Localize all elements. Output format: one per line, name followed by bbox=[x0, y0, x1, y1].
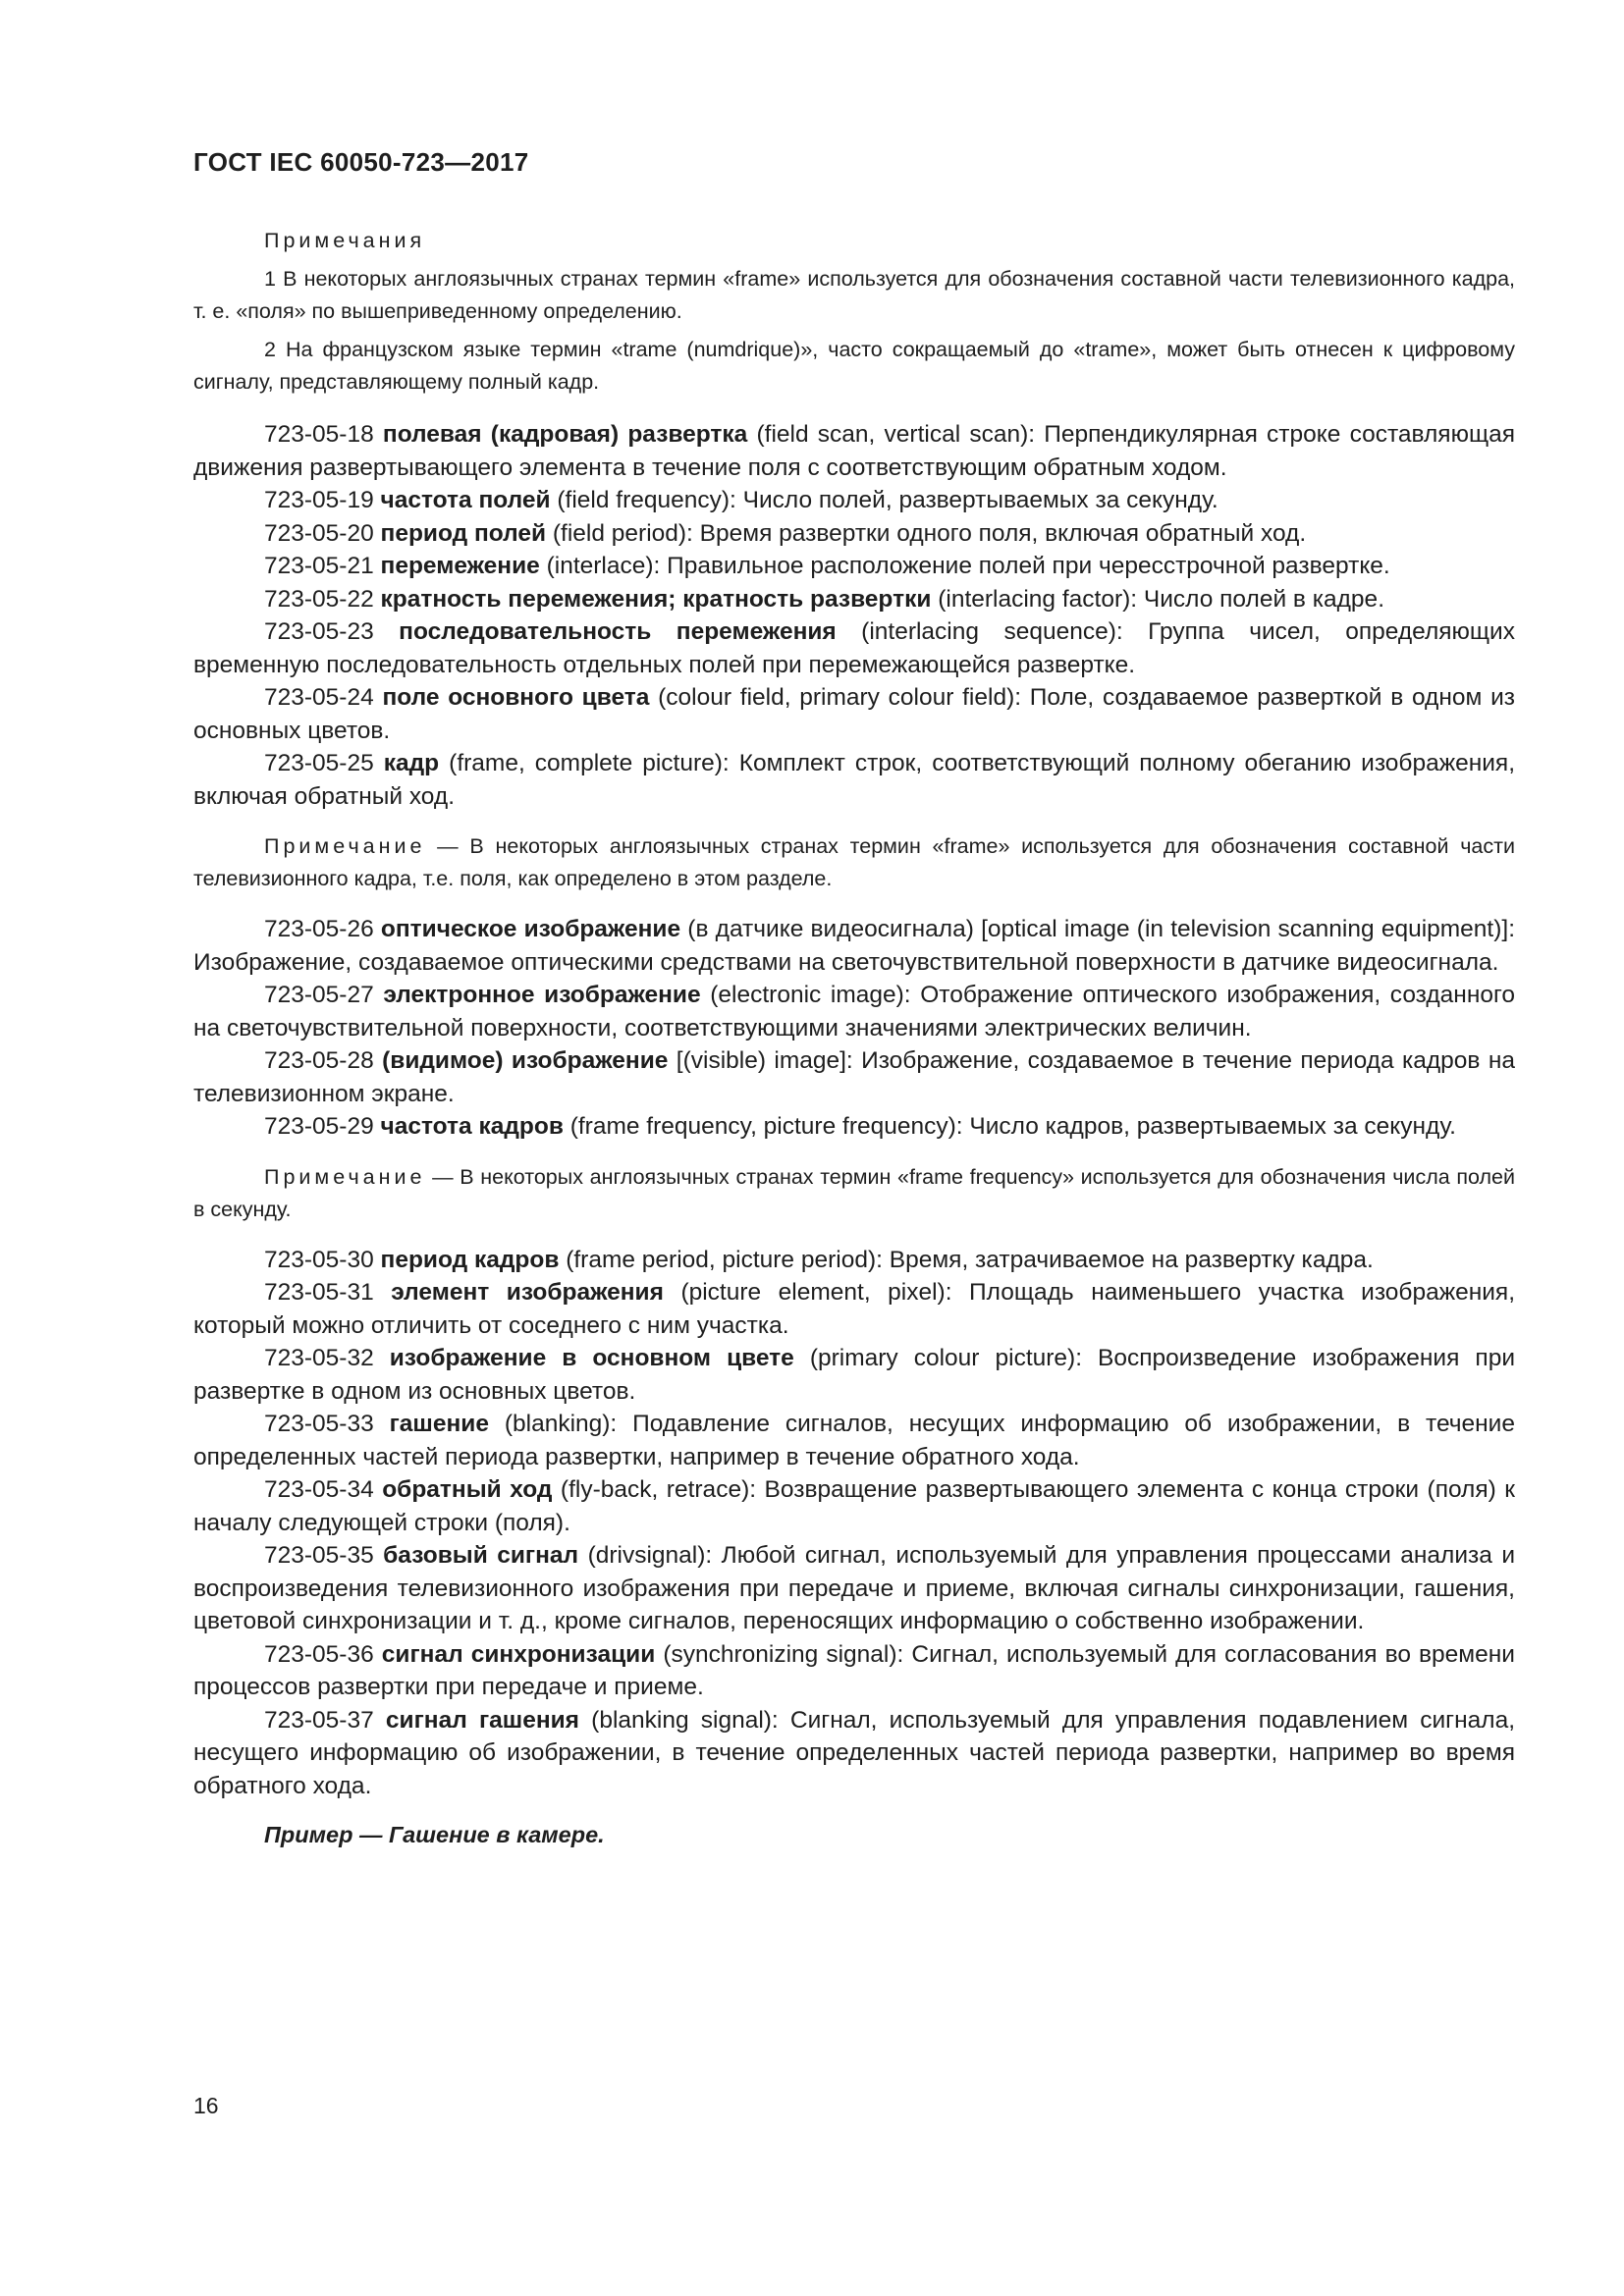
term-name: сигнал гашения bbox=[385, 1706, 579, 1734]
note-item: 1 В некоторых англоязычных странах термин «frame» используется для обозначения составной части телевизионного кадра, т. е. «поля» по вышеприведенному определению. bbox=[193, 267, 1515, 323]
term-name: период кадров bbox=[380, 1246, 560, 1273]
note-paragraph: Примечание — В некоторых англоязычных странах термин «frame» используется для обозначения составной части телевизионного кадра, т.е. поля, как определено в этом разделе. bbox=[193, 834, 1515, 890]
term-entry: 723-05-32 изображение в основном цвете (primary colour picture): Воспроизведение изображения при развертке в одном из основных цветов. bbox=[193, 1345, 1516, 1405]
page-number: 16 bbox=[193, 2093, 219, 2118]
term-name: обратный ход bbox=[382, 1476, 553, 1503]
term-entry: 723-05-36 сигнал синхронизации (synchronizing signal): Сигнал, используемый для согласования во времени процессов развертки при передаче и приеме. bbox=[193, 1640, 1515, 1700]
term-name: частота полей bbox=[380, 487, 551, 513]
term-list-a bbox=[193, 418, 1515, 813]
term-entry: 723-05-25 кадр (frame, complete picture): Комплект строк, соответствующий полному обеганию изображения, включая обратный ход. bbox=[193, 750, 1515, 810]
term-name: кадр bbox=[383, 750, 440, 776]
term-name: период полей bbox=[380, 519, 547, 547]
term-name: поле основного цвета bbox=[382, 684, 650, 711]
term-entry: 723-05-26 оптическое изображение (в датчике видеосигнала) [optical image (in television scanning equipment)]: Изображение, создаваемое оптическими средствами на светочувствительной поверхности в датчике видеосигнала. bbox=[193, 916, 1516, 976]
term-name: полевая (кадровая) развертка bbox=[382, 421, 748, 448]
term-entry: 723-05-31 элемент изображения (picture element, pixel): Площадь наименьшего участка изображения, который можно отличить от соседнего с ним участка. bbox=[193, 1279, 1516, 1339]
term-entry: 723-05-35 базовый сигнал (drivsignal): Любой сигнал, используемый для управления процессами анализа и воспроизведения телевизионного изображения при передаче и приеме, включая сигналы синхронизации, гашения, цветовой синхронизации и т. д., кроме сигналов, переносящих информацию о собственно изображении. bbox=[193, 1542, 1516, 1634]
term-list-b bbox=[193, 913, 1515, 1144]
term-entry: 723-05-37 сигнал гашения (blanking signal): Сигнал, используемый для управления подавлением сигнала, несущего информацию об изображении, в течение определенных частей периода развертки, например во время обратного хода. bbox=[193, 1706, 1515, 1799]
term-name: гашение bbox=[389, 1411, 489, 1437]
term-name: кратность перемежения; кратность развертки bbox=[380, 585, 932, 613]
note-label: Примечание bbox=[264, 834, 426, 858]
note-item: 2 На французском языке термин «trame (numdrique)», часто сокращаемый до «trame», может быть отнесен к цифровому сигналу, представляющему полный кадр. bbox=[193, 338, 1515, 394]
document-header-title: ГОСТ IEC 60050-723—2017 bbox=[193, 147, 529, 177]
term-name: частота кадров bbox=[380, 1113, 564, 1140]
term-name: изображение в основном цвете bbox=[389, 1345, 794, 1371]
term-name: сигнал синхронизации bbox=[381, 1640, 656, 1668]
term-entry: 723-05-30 период кадров (frame period, picture period): Время, затрачиваемое на развертку кадра. bbox=[264, 1246, 1374, 1273]
term-entry: 723-05-20 период полей (field period): Время развертки одного поля, включая обратный ход. bbox=[264, 519, 1307, 547]
document-body bbox=[193, 224, 1515, 1851]
term-entry: 723-05-33 гашение (blanking): Подавление сигналов, несущих информацию об изображении, в течение определенных частей периода развертки, например в течение обратного хода. bbox=[193, 1411, 1515, 1470]
term-name: базовый сигнал bbox=[383, 1542, 579, 1569]
term-entry: 723-05-27 электронное изображение (electronic image): Отображение оптического изображения, созданного на светочувствительной поверхности, соответствующими значениями электрических величин. bbox=[193, 982, 1516, 1041]
term-name: (видимое) изображение bbox=[382, 1047, 669, 1074]
term-entry: 723-05-21 перемежение (interlace): Правильное расположение полей при чересстрочной развертке. bbox=[264, 553, 1390, 579]
term-entry: 723-05-19 частота полей (field frequency): Число полей, развертываемых за секунду. bbox=[264, 487, 1218, 513]
note-paragraph: Примечание — В некоторых англоязычных странах термин «frame frequency» используется для обозначения числа полей в секунду. bbox=[193, 1164, 1515, 1221]
term-name: последовательность перемежения bbox=[399, 618, 837, 645]
term-entry: 723-05-22 кратность перемежения; кратность развертки (interlacing factor): Число полей в кадре. bbox=[264, 585, 1384, 613]
term-name: оптическое изображение bbox=[380, 916, 681, 942]
term-entry: 723-05-23 последовательность перемежения (interlacing sequence): Группа чисел, определяющих временную последовательность отдельных полей при перемежающейся развертке. bbox=[193, 618, 1515, 678]
term-entry: 723-05-29 частота кадров (frame frequency, picture frequency): Число кадров, развертываемых за секунду. bbox=[264, 1113, 1456, 1140]
term-entry: 723-05-34 обратный ход (fly-back, retrace): Возвращение развертывающего элемента с конца строки (поля) к началу следующей строки (поля). bbox=[193, 1476, 1515, 1536]
term-entry: 723-05-18 полевая (кадровая) развертка (field scan, vertical scan): Перпендикулярная строке составляющая движения развертывающего элемента в течение поля с соответствующим обратным ходом. bbox=[193, 421, 1515, 481]
term-name: электронное изображение bbox=[383, 982, 701, 1008]
example-text: Пример — Гашение в камере. bbox=[264, 1822, 605, 1847]
term-name: элемент изображения bbox=[391, 1279, 664, 1306]
term-name: перемежение bbox=[380, 553, 540, 579]
term-entry: 723-05-24 поле основного цвета (colour field, primary colour field): Поле, создаваемое разверткой в одном из основных цветов. bbox=[193, 684, 1515, 744]
term-list-c bbox=[193, 1244, 1515, 1803]
notes-heading: Примечания bbox=[264, 229, 426, 252]
term-entry: 723-05-28 (видимое) изображение [(visible) image]: Изображение, создаваемое в течение периода кадров на телевизионном экране. bbox=[193, 1047, 1515, 1107]
note-label: Примечание bbox=[264, 1164, 426, 1189]
